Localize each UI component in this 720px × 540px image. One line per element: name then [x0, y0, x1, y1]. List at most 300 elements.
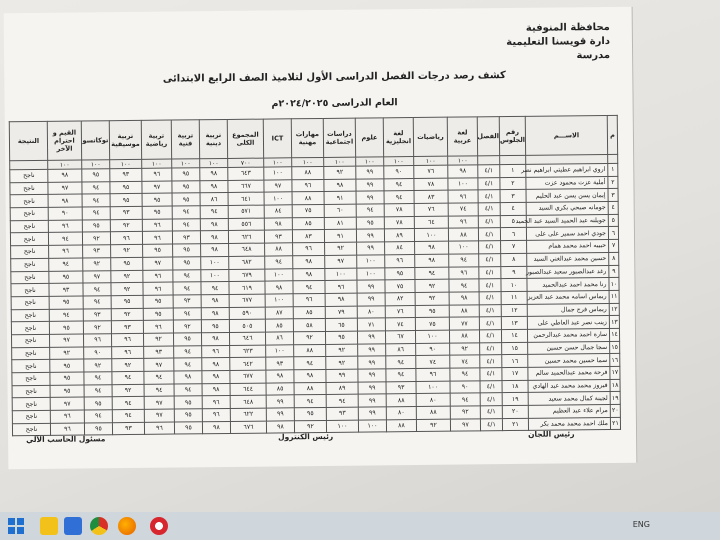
table-cell: ٩٧ — [50, 397, 84, 410]
table-cell: ١٠٠ — [325, 268, 357, 281]
table-cell: ٩٦ — [111, 333, 143, 346]
column-header: لغة عربية — [447, 117, 477, 156]
table-cell: ٩٨ — [265, 281, 293, 294]
table-cell: ٤/١ — [480, 380, 502, 393]
table-cell: ٨٨ — [386, 419, 416, 432]
table-cell: ٨٨ — [265, 243, 293, 256]
table-cell: ٩٢ — [325, 242, 357, 255]
table-cell: ناجح — [11, 258, 49, 271]
table-cell: ٩٦ — [142, 168, 172, 181]
max-score-cell: ١٠٠ — [172, 159, 200, 168]
student-name-cell: فرحة محمد عبدالحميد سالم — [528, 366, 610, 380]
table-cell: ١٠٠ — [326, 420, 358, 433]
table-cell: ٦٤٨ — [229, 243, 265, 256]
table-cell: ٩٤ — [112, 371, 144, 384]
table-cell: ٩٤ — [294, 395, 326, 408]
table-cell: ٩٤ — [173, 307, 201, 320]
table-cell: ٩٤ — [293, 281, 325, 294]
student-name-cell: ملك احمد محمد محمد بكر — [528, 417, 610, 431]
table-cell: ٩٢ — [173, 320, 201, 333]
table-cell: ٨٧ — [265, 306, 293, 319]
table-cell: ٨٨ — [448, 228, 478, 241]
table-cell: ٧٤ — [416, 355, 450, 368]
table-cell: ٩٦ — [293, 293, 325, 306]
table-cell: ١٦ — [610, 354, 620, 367]
table-cell: ٩٥ — [110, 194, 142, 207]
table-cell: ٩٤ — [49, 258, 83, 271]
table-cell: ٨٤ — [264, 205, 292, 218]
table-cell: ٨٨ — [449, 330, 479, 343]
table-cell: ١٠٠ — [358, 420, 386, 433]
table-cell: ٩٤ — [449, 279, 479, 292]
table-cell: ٦٤ — [414, 216, 448, 229]
table-cell: ٦٠ — [324, 204, 356, 217]
column-header: علوم — [355, 118, 383, 157]
max-score-cell: ١٠٠ — [110, 159, 142, 168]
table-cell: ٩٢ — [450, 342, 480, 355]
table-cell: ٩٤ — [83, 283, 111, 296]
table-cell: ٧٥ — [292, 205, 324, 218]
table-cell: ١٨ — [610, 379, 620, 392]
table-cell: ٩٤ — [48, 232, 82, 245]
table-cell: ٩٩ — [357, 331, 385, 344]
table-cell: ٩٢ — [111, 270, 143, 283]
control-head-signature: رئيس الكنترول — [278, 431, 334, 442]
table-cell: ٨٥ — [265, 319, 293, 332]
table-cell: ناجح — [11, 296, 49, 309]
table-cell: ٩٦ — [202, 345, 230, 358]
table-cell: ٩٥ — [82, 169, 110, 182]
table-cell: ٦٤١ — [228, 192, 264, 205]
table-cell: ٩٩ — [358, 356, 386, 369]
table-cell: ٤/١ — [478, 177, 500, 190]
table-cell: ناجح — [11, 334, 49, 347]
administration-name: دارة قويسنا التعليمية — [506, 35, 611, 49]
student-name-cell: جويلنه عبد الحميد السيد عبد الحميد — [526, 214, 608, 228]
table-cell: ٨٦ — [386, 343, 416, 356]
table-cell: ٧٧ — [449, 317, 479, 330]
table-cell: ٩٣ — [83, 245, 111, 258]
table-cell: ٩٢ — [111, 283, 143, 296]
table-cell: ٩٤ — [172, 206, 200, 219]
table-cell: ناجح — [10, 182, 48, 195]
table-cell: ٨٥ — [293, 306, 325, 319]
table-cell: ٩٤ — [326, 394, 358, 407]
table-cell: ٩٤ — [173, 282, 201, 295]
table-cell: ١٦ — [502, 355, 528, 368]
table-cell: ٩٨ — [448, 165, 478, 178]
table-cell: ٩٨ — [201, 307, 229, 320]
table-cell: ٩٦ — [143, 320, 173, 333]
opera-icon[interactable] — [150, 517, 168, 535]
table-cell: ٤/١ — [479, 330, 501, 343]
table-cell: ٩٥ — [173, 333, 201, 346]
table-cell: ٦٧٧ — [230, 370, 266, 383]
table-cell: ٩٨ — [200, 231, 228, 244]
windows-start-icon[interactable] — [8, 518, 24, 534]
computer-officer-signature: مسئول الحاسب الآلي — [26, 434, 106, 445]
table-cell: ٩٣ — [264, 230, 292, 243]
table-cell: ٩٨ — [415, 241, 449, 254]
table-cell: ٨٣ — [414, 191, 448, 204]
table-cell: ٩٥ — [49, 296, 83, 309]
table-cell: ٩٩ — [357, 280, 385, 293]
table-cell: ناجح — [11, 322, 49, 335]
student-name-cell: رغد عبدالصبور سعيد عبدالصبور — [527, 265, 609, 279]
column-header: رقم الجلوس — [499, 116, 525, 155]
table-cell: ٧٦ — [385, 305, 415, 318]
table-cell: ٩٢ — [143, 333, 173, 346]
table-cell: ٤/١ — [478, 228, 500, 241]
table-cell: ٩٧ — [143, 257, 173, 270]
table-cell: ٨٠ — [386, 407, 416, 420]
table-cell: ٨٣ — [292, 230, 324, 243]
column-header: النتيجة — [9, 121, 47, 160]
table-cell: ٩٤ — [84, 372, 112, 385]
table-cell: ٤/١ — [478, 190, 500, 203]
table-cell: ٧ — [609, 240, 619, 253]
table-cell: ٩٤ — [384, 178, 414, 191]
table-cell: ٩٤ — [415, 267, 449, 280]
table-cell: ٩٩ — [356, 191, 384, 204]
max-score-cell: ١٠٠ — [414, 156, 448, 165]
table-cell: ٩٢ — [415, 292, 449, 305]
table-cell: ٩٠ — [416, 343, 450, 356]
column-header: م — [607, 115, 617, 154]
table-cell: ٩٥ — [49, 321, 83, 334]
table-cell: ٧٤ — [450, 355, 480, 368]
table-cell: ٨٨ — [294, 382, 326, 395]
table-cell: ٦١٩ — [229, 281, 265, 294]
table-cell: ٩٠ — [84, 346, 112, 359]
table-cell: ٩٧ — [450, 419, 480, 432]
table-cell: ٩٤ — [144, 384, 174, 397]
table-cell: ١٠٠ — [201, 269, 229, 282]
table-cell: ناجح — [12, 372, 50, 385]
table-cell: ٩٢ — [326, 356, 358, 369]
table-cell: ٩٤ — [384, 191, 414, 204]
table-cell: ٩٨ — [324, 179, 356, 192]
student-name-cell: حبيبه احمد محمد همام — [527, 240, 609, 254]
max-score-cell: ١٠٠ — [48, 160, 82, 169]
table-cell: ٩٣ — [144, 346, 174, 359]
table-cell: ٢ — [500, 177, 526, 190]
table-cell: ٧١ — [357, 318, 385, 331]
table-cell: ٩٥ — [172, 168, 200, 181]
table-cell: ٥٠٥ — [229, 319, 265, 332]
table-cell: ٩٧ — [83, 270, 111, 283]
table-cell: ٨١ — [324, 217, 356, 230]
table-cell: ٤/١ — [479, 317, 501, 330]
table-cell: ٩٦ — [142, 231, 172, 244]
table-cell: ١٢ — [501, 304, 527, 317]
table-cell: ١١ — [501, 291, 527, 304]
table-cell: ناجح — [10, 233, 48, 246]
table-cell: ٩٤ — [386, 369, 416, 382]
school-name: مدرسة — [576, 49, 611, 62]
table-cell: ١٠ — [609, 278, 619, 291]
table-cell: ٨٩ — [326, 382, 358, 395]
table-cell: ٨٨ — [386, 394, 416, 407]
table-cell: ٤/١ — [479, 279, 501, 292]
table-cell: ٦٨٢ — [229, 256, 265, 269]
table-cell: ٥ — [500, 215, 526, 228]
table-cell: ٤/١ — [479, 304, 501, 317]
table-cell: ٩٥ — [50, 359, 84, 372]
table-cell: ٩٨ — [174, 371, 202, 384]
table-cell: ٣ — [500, 190, 526, 203]
table-cell: ٩٥ — [356, 217, 384, 230]
table-cell: ٩٤ — [201, 282, 229, 295]
table-cell: ٦٤٣ — [228, 167, 264, 180]
table-cell: ٩٢ — [415, 279, 449, 292]
table-cell: ١٨ — [502, 380, 528, 393]
max-score-cell — [500, 155, 526, 164]
table-cell: ٦٧٩ — [229, 269, 265, 282]
table-cell: ٧٨ — [384, 204, 414, 217]
table-cell: ٦٢٦ — [228, 231, 264, 244]
table-cell: ١٧ — [502, 367, 528, 380]
table-cell: ٩١ — [324, 192, 356, 205]
table-cell: ٩٨ — [48, 194, 82, 207]
column-header: تربية موسيقية — [109, 120, 141, 159]
student-name-cell: جودي احمد سمير على على — [526, 227, 608, 241]
table-cell: ٥٥٦ — [228, 218, 264, 231]
table-cell: ٩٤ — [84, 384, 112, 397]
table-cell: ٨٦ — [265, 332, 293, 345]
table-cell: ٦٧٦ — [230, 421, 266, 434]
table-cell: ١٥ — [502, 342, 528, 355]
table-cell: ٩٥ — [84, 397, 112, 410]
table-cell: ٩٦ — [448, 190, 478, 203]
table-cell: ٩٦ — [416, 368, 450, 381]
column-header: المجموع الكلى — [227, 119, 263, 158]
table-cell: ناجح — [10, 207, 48, 220]
table-cell: ٩٩ — [266, 408, 294, 421]
table-cell: ٩٦ — [48, 220, 82, 233]
header-row — [9, 115, 617, 160]
table-cell: ٩٥ — [50, 385, 84, 398]
table-cell: ٧٥ — [415, 317, 449, 330]
table-cell: ٤/١ — [479, 266, 501, 279]
table-cell: ٩٤ — [174, 345, 202, 358]
table-cell: ناجح — [10, 169, 48, 182]
table-cell: ٩٧ — [325, 255, 357, 268]
table-cell: ٩٤ — [112, 397, 144, 410]
table-cell: ١٠٠ — [357, 255, 385, 268]
table-cell: ٩٩ — [358, 343, 386, 356]
table-cell: ٩٨ — [294, 369, 326, 382]
table-cell: ٨٨ — [292, 166, 324, 179]
table-cell: ٩٣ — [111, 321, 143, 334]
table-cell: ٩٤ — [294, 357, 326, 370]
table-cell: ٨٨ — [292, 192, 324, 205]
table-cell: ١٩ — [502, 393, 528, 406]
table-cell: ٤/١ — [478, 203, 500, 216]
table-cell: ٩٤ — [83, 296, 111, 309]
table-cell: ٤/١ — [480, 355, 502, 368]
table-cell: ٦٤٤ — [230, 383, 266, 396]
table-cell: ٩٨ — [449, 292, 479, 305]
table-cell: ٩٤ — [450, 368, 480, 381]
table-cell: ٩٤ — [173, 269, 201, 282]
table-cell: ٩٨ — [266, 421, 294, 434]
table-cell: ٩٥ — [110, 181, 142, 194]
table-cell: ٩٨ — [202, 383, 230, 396]
table-cell: ٩٧ — [49, 334, 83, 347]
table-cell: ٦٤٦ — [229, 332, 265, 345]
table-cell: ٩٣ — [83, 308, 111, 321]
table-cell: ٦٤٨ — [230, 395, 266, 408]
table-cell: ٩٩ — [356, 166, 384, 179]
language-indicator[interactable]: ENG — [632, 520, 650, 529]
table-cell: ٢٠ — [610, 404, 620, 417]
table-cell: ٩٨ — [200, 167, 228, 180]
table-cell: ٩٤ — [82, 181, 110, 194]
table-cell: ٤/١ — [480, 418, 502, 431]
table-cell: ١٠٠ — [266, 344, 294, 357]
table-cell: ٩٤ — [112, 409, 144, 422]
column-header: القيم و احترام الآخر — [47, 121, 81, 160]
table-cell: ١٠ — [501, 279, 527, 292]
table-cell: ٩٩ — [326, 369, 358, 382]
table-cell: ٩٤ — [174, 358, 202, 371]
column-header: الاســـم — [525, 115, 607, 155]
chrome-icon[interactable] — [90, 517, 108, 535]
table-cell: ٩٢ — [83, 258, 111, 271]
table-cell: ٩٨ — [202, 370, 230, 383]
table-cell: ٩٧ — [48, 182, 82, 195]
table-cell: ٩٨ — [48, 169, 82, 182]
table-cell: ناجح — [12, 360, 50, 373]
table-cell: ٩٤ — [49, 309, 83, 322]
table-cell: ٩٨ — [325, 293, 357, 306]
table-cell: ٦٧٧ — [229, 294, 265, 307]
max-score-cell — [608, 154, 618, 163]
student-name-cell: مرام علاء عبد العظيم — [528, 405, 610, 419]
column-header: الفصل — [477, 117, 499, 156]
table-cell: ٨٨ — [416, 406, 450, 419]
table-cell: ٩٠ — [384, 166, 414, 179]
file-explorer-icon[interactable] — [40, 517, 58, 535]
table-cell: ٩٦ — [325, 280, 357, 293]
table-cell: ٩٦ — [110, 232, 142, 245]
table-cell: ٩٢ — [416, 419, 450, 432]
table-cell: ٦ — [500, 228, 526, 241]
table-cell: ٩٦ — [112, 346, 144, 359]
table-cell: ٢١ — [502, 418, 528, 431]
table-cell: ١٠٠ — [201, 256, 229, 269]
table-cell: ناجح — [12, 410, 50, 423]
table-cell: ٦٤٢ — [230, 357, 266, 370]
max-score-cell: ١٠٠ — [200, 158, 228, 167]
table-cell: ناجح — [10, 220, 48, 233]
committee-head-signature: رئيس اللجان — [528, 429, 575, 439]
table-cell: ٩٦ — [292, 179, 324, 192]
table-cell: ٩٧ — [144, 409, 174, 422]
table-cell: ١ — [500, 164, 526, 177]
column-header: تربية دينية — [199, 119, 227, 158]
table-cell: ٦٧ — [385, 330, 415, 343]
table-cell: ٩٣ — [266, 357, 294, 370]
table-cell: ٤/١ — [480, 406, 502, 419]
table-cell: ٩٣ — [172, 231, 200, 244]
table-cell: ٧٥ — [385, 280, 415, 293]
media-player-icon[interactable] — [64, 517, 82, 535]
table-cell: ٦٦٧ — [228, 180, 264, 193]
student-name-cell: أملية عزت محمود عزت — [526, 176, 608, 190]
table-cell: ٩ — [501, 266, 527, 279]
table-cell: ٩٤ — [82, 194, 110, 207]
table-cell: ٨٩ — [384, 229, 414, 242]
table-cell: ٩٨ — [201, 244, 229, 257]
table-cell: ٨٦ — [200, 193, 228, 206]
table-cell: ٤/١ — [479, 253, 501, 266]
max-score-cell: ١٠٠ — [324, 157, 356, 166]
table-cell: ١٧ — [610, 366, 620, 379]
student-name-cell: ريماس فرج جمال — [527, 303, 609, 317]
max-score-cell: ١٠٠ — [292, 157, 324, 166]
table-cell: ٥٨ — [293, 319, 325, 332]
table-cell: ٧٤ — [448, 203, 478, 216]
table-cell: ٩٥ — [143, 295, 173, 308]
table-cell: ٩٨ — [415, 254, 449, 267]
table-cell: ٩٤ — [449, 254, 479, 267]
academic-year: العام الدراسى ٢٠٢٤/٢٠٢٥م — [271, 97, 398, 110]
table-cell: ١١ — [609, 290, 619, 303]
table-cell: ٩٥ — [111, 295, 143, 308]
table-cell: ٩٦ — [385, 254, 415, 267]
table-cell: ٩٦ — [50, 423, 84, 436]
table-cell: ٧٦ — [414, 203, 448, 216]
table-cell: ٧٦ — [414, 165, 448, 178]
table-cell: ١٠٠ — [265, 268, 293, 281]
table-cell: ٩٨ — [201, 294, 229, 307]
max-score-cell: ١٠٠ — [264, 158, 292, 167]
table-cell: ٩٨ — [293, 268, 325, 281]
table-cell: ٤/١ — [479, 241, 501, 254]
table-cell: ٩٥ — [173, 257, 201, 270]
table-cell: ٩٧ — [264, 179, 292, 192]
column-header: توكاتسو — [81, 121, 109, 160]
table-cell: ناجح — [12, 385, 50, 398]
student-name-cell: سما حسين محمد حسين — [528, 354, 610, 368]
table-cell: ١٢ — [609, 303, 619, 316]
table-cell: ٩٨ — [264, 218, 292, 231]
table-cell: ١٠٠ — [415, 330, 449, 343]
grades-table — [9, 115, 621, 437]
table-cell: ناجح — [11, 284, 49, 297]
table-cell: ٩٦ — [202, 409, 230, 422]
table-cell: ٩٢ — [112, 384, 144, 397]
document-title: كشف رصد درجات الفصل الدراسى الأول لتلاميذ الصف الرابع الابتدائى — [162, 70, 506, 85]
table-cell: ٣ — [608, 189, 618, 202]
table-cell: ٤/١ — [480, 368, 502, 381]
table-cell: ٩٥ — [142, 193, 172, 206]
firefox-icon[interactable] — [118, 517, 136, 535]
table-cell: ٩٦ — [83, 334, 111, 347]
table-cell: ٩٢ — [450, 406, 480, 419]
table-cell: ٩٥ — [174, 409, 202, 422]
table-cell: ٦٢٢ — [230, 408, 266, 421]
table-cell: ٤/١ — [479, 291, 501, 304]
table-cell: ٩٨ — [201, 332, 229, 345]
table-cell: ٩٦ — [142, 219, 172, 232]
table-cell: ٩ — [609, 265, 619, 278]
table-cell: ٩٥ — [143, 244, 173, 257]
max-score-cell: ١٠٠ — [384, 157, 414, 166]
table-cell: ٩٥ — [49, 270, 83, 283]
